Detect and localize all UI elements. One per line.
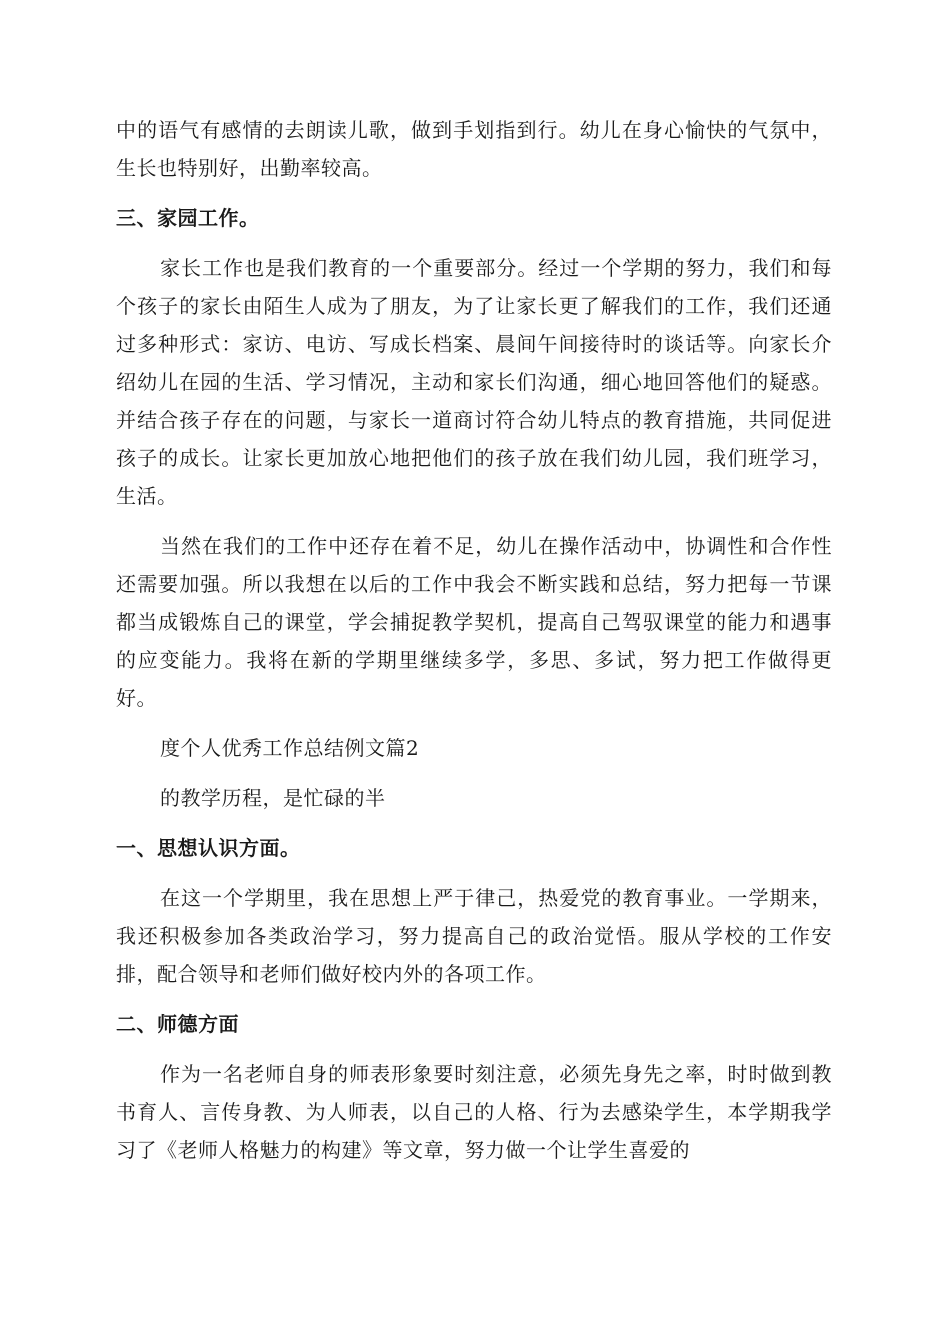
paragraph-ethics: 作为一名老师自身的师表形象要时刻注意，必须先身先之率，时时做到教书育人、言传身教、为人师表，以自己的人格、行为去感染学生，本学期我学习了《老师人格魅力的构建》等文章，努力做一个让学生喜爱的: [116, 1062, 832, 1162]
paragraph-intro-fragment: 的教学历程，是忙碌的半: [160, 786, 386, 810]
document-body: [116, 111, 832, 1169]
section-heading-ideology: 一、思想认识方面。: [116, 836, 301, 860]
section-heading-ethics: 二、师德方面: [116, 1012, 239, 1036]
paragraph-ideology: 在这一个学期里，我在思想上严于律己，热爱党的教育事业。一学期来，我还积极参加各类政治学习，努力提高自己的政治觉悟。服从学校的工作安排，配合领导和老师们做好校内外的各项工作。: [116, 886, 832, 986]
section-heading-home-school: 三、家园工作。: [116, 206, 260, 230]
paragraph-continuation: 中的语气有感情的去朗读儿歌，做到手划指到行。幼儿在身心愉快的气氛中，生长也特别好，出勤率较高。: [116, 118, 832, 180]
paragraph-shortcomings: 当然在我们的工作中还存在着不足，幼儿在操作活动中，协调性和合作性还需要加强。所以我想在以后的工作中我会不断实践和总结，努力把每一节课都当成锻炼自己的课堂，学会捕捉教学契机，提高自己驾驭课堂的能力和遇事的应变能力。我将在新的学期里继续多学，多思、多试，努力把工作做得更好。: [116, 534, 832, 710]
article-subtitle: 度个人优秀工作总结例文篇2: [160, 736, 420, 760]
paragraph-parent-work: 家长工作也是我们教育的一个重要部分。经过一个学期的努力，我们和每个孩子的家长由陌生人成为了朋友，为了让家长更了解我们的工作，我们还通过多种形式：家访、电访、写成长档案、晨间午间接待时的谈话等。向家长介绍幼儿在园的生活、学习情况，主动和家长们沟通，细心地回答他们的疑惑。并结合孩子存在的问题，与家长一道商讨符合幼儿特点的教育措施，共同促进孩子的成长。让家长更加放心地把他们的孩子放在我们幼儿园，我们班学习，生活。: [116, 256, 832, 508]
